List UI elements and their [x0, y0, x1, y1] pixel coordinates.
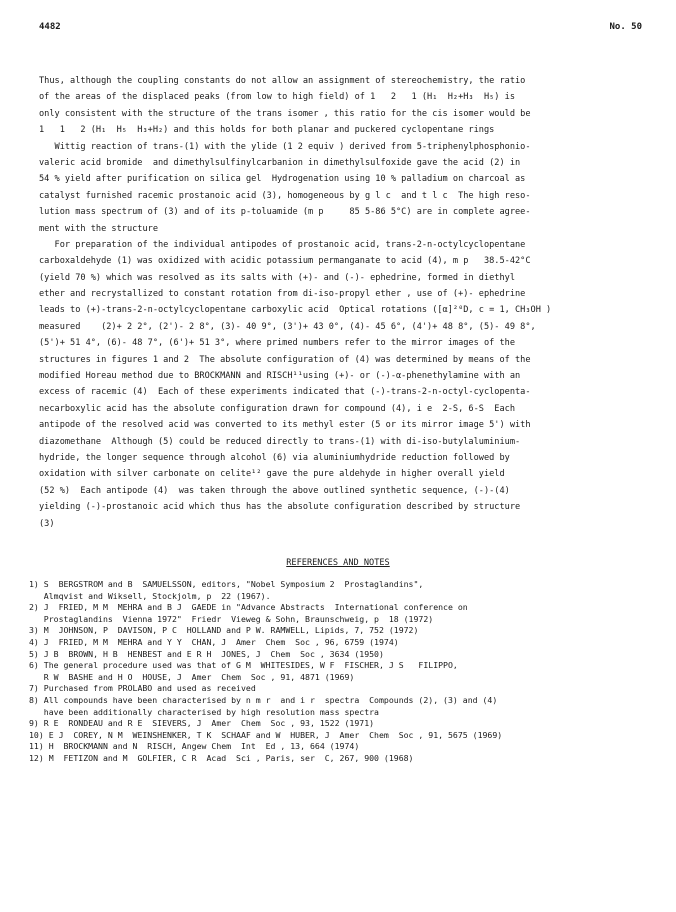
reference-line: Prostaglandins Vienna 1972" Friedr Vieweg & Sohn, Braunschweig, p 18 (1972)	[29, 613, 434, 624]
body-line: (3)	[39, 518, 55, 529]
body-line: Wittig reaction of trans-(1) with the ylide (1 2 equiv ) derived from 5-triphenylphosphonio-	[39, 141, 531, 152]
body-line: ether and recrystallized to constant rotation from di-iso-propyl ether , use of (+)- ephedrine	[39, 289, 526, 300]
reference-line: 8) All compounds have been characterised by n m r and i r spectra Compounds (2), (3) and (4)	[29, 694, 498, 705]
reference-line: have been additionally characterised by high resolution mass spectra	[29, 706, 379, 717]
reference-line: 12) M FETIZON and M GOLFIER, C R Acad Sci , Paris, ser C, 267, 900 (1968)	[29, 752, 414, 763]
body-line: only consistent with the structure of the trans isomer , this ratio for the cis isomer would be	[39, 108, 531, 119]
body-line: (52 %) Each antipode (4) was taken through the above outlined synthetic sequence, (-)-(4)	[39, 485, 510, 496]
reference-line: Almqvist and Wiksell, Stockjolm, p 22 (1967).	[29, 590, 271, 601]
reference-line: R W BASHE and H O HOUSE, J Amer Chem Soc , 91, 4871 (1969)	[29, 671, 355, 682]
body-line: yielding (-)-prostanoic acid which thus has the absolute configuration described by structure	[39, 502, 521, 513]
body-line: carboxaldehyde (1) was oxidized with acidic potassium permanganate to acid (4), m p 38.5-42°C	[39, 256, 531, 267]
body-line: 54 % yield after purification on silica gel Hydrogenation using 10 % palladium on charcoal as	[39, 174, 526, 185]
reference-line: 10) E J COREY, N M WEINSHENKER, T K SCHAAF and W HUBER, J Amer Chem Soc , 91, 5675 (1969)	[29, 729, 503, 740]
references-list	[29, 579, 659, 765]
body-line: ment with the structure	[39, 223, 158, 234]
reference-line: 5) J B BROWN, H B HENBEST and E R H JONES, J Chem Soc , 3634 (1950)	[29, 648, 384, 659]
body-line: 1 1 2 (H₁ H₅ H₃+H₂) and this holds for both planar and puckered cyclopentane rings	[39, 125, 495, 136]
reference-line: 7) Purchased from PROLABO and used as received	[29, 683, 256, 694]
body-line: lution mass spectrum of (3) and of its p-toluamide (m p 85 5-86 5°C) are in complete agree-	[39, 207, 531, 218]
body-line: leads to (+)-trans-2-n-octylcyclopentane carboxylic acid Optical rotations ([α]²⁰D, c = 1, CH₃OH )	[39, 305, 552, 316]
journal-number: No. 50	[609, 22, 642, 32]
body-line: antipode of the resolved acid was converted to its methyl ester (5 or its mirror image 5') with	[39, 420, 531, 431]
body-line: For preparation of the individual antipodes of prostanoic acid, trans-2-n-octylcyclopentane	[39, 239, 526, 250]
body-line: of the areas of the displaced peaks (from low to high field) of 1 2 1 (H₁ H₂+H₃ H₅) is	[39, 92, 515, 103]
reference-line: 6) The general procedure used was that of G M WHITESIDES, W F FISCHER, J S FILIPPO,	[29, 660, 458, 671]
page-number: 4482	[39, 22, 61, 32]
page-header	[39, 22, 642, 36]
reference-line: 3) M JOHNSON, P DAVISON, P C HOLLAND and P W. RAMWELL, Lipids, 7, 752 (1972)	[29, 625, 419, 636]
body-line: structures in figures 1 and 2 The absolute configuration of (4) was determined by means of the	[39, 354, 531, 365]
body-text	[39, 73, 651, 532]
body-line: Thus, although the coupling constants do not allow an assignment of stereochemistry, the ratio	[39, 76, 526, 86]
body-line: (yield 70 %) which was resolved as its salts with (+)- and (-)- ephedrine, formed in diethyl	[39, 272, 515, 283]
body-line: hydride, the longer sequence through alcohol (6) via aluminiumhydride reduction followed by	[39, 452, 510, 463]
body-line: diazomethane Although (5) could be reduced directly to trans-(1) with di-iso-butylaluminium-	[39, 436, 521, 447]
reference-line: 11) H BROCKMANN and N RISCH, Angew Chem Int Ed , 13, 664 (1974)	[29, 741, 360, 752]
body-line: valeric acid bromide and dimethylsulfinylcarbanion in dimethylsulfoxide gave the acid (2) in	[39, 157, 521, 168]
reference-line: 4) J FRIED, M M MEHRA and Y Y CHAN, J Amer Chem Soc , 96, 6759 (1974)	[29, 636, 399, 647]
reference-line: 9) R E RONDEAU and R E SIEVERS, J Amer Chem Soc , 93, 1522 (1971)	[29, 718, 375, 729]
body-line: necarboxylic acid has the absolute configuration drawn for compound (4), i e 2-S, 6-S Each	[39, 403, 515, 414]
body-line: oxidation with silver carbonate on celite¹² gave the pure aldehyde in higher overall yield	[39, 469, 505, 480]
reference-line: 2) J FRIED, M M MEHRA and B J GAEDE in "Advance Abstracts International conference on	[29, 602, 468, 613]
body-line: measured (2)+ 2 2°, (2')- 2 8°, (3)- 40 9°, (3')+ 43 0°, (4)- 45 6°, (4')+ 48 8°, (5)- 49 8°,	[39, 321, 536, 332]
reference-line: 1) S BERGSTROM and B SAMUELSSON, editors, "Nobel Symposium 2 Prostaglandins",	[29, 579, 424, 589]
body-line: modified Horeau method due to BROCKMANN and RISCH¹¹using (+)- or (-)-α-phenethylamine with an	[39, 371, 521, 382]
body-line: catalyst furnished racemic prostanoic acid (3), homogeneous by g l c and t l c The high reso-	[39, 190, 531, 201]
references-title: REFERENCES AND NOTES	[286, 558, 390, 568]
body-line: (5')+ 51 4°, (6)- 48 7°, (6')+ 51 3°, where primed numbers refer to the mirror images of the	[39, 338, 515, 349]
body-line: excess of racemic (4) Each of these experiments indicated that (-)-trans-2-n-octyl-cyclopenta-	[39, 387, 531, 398]
